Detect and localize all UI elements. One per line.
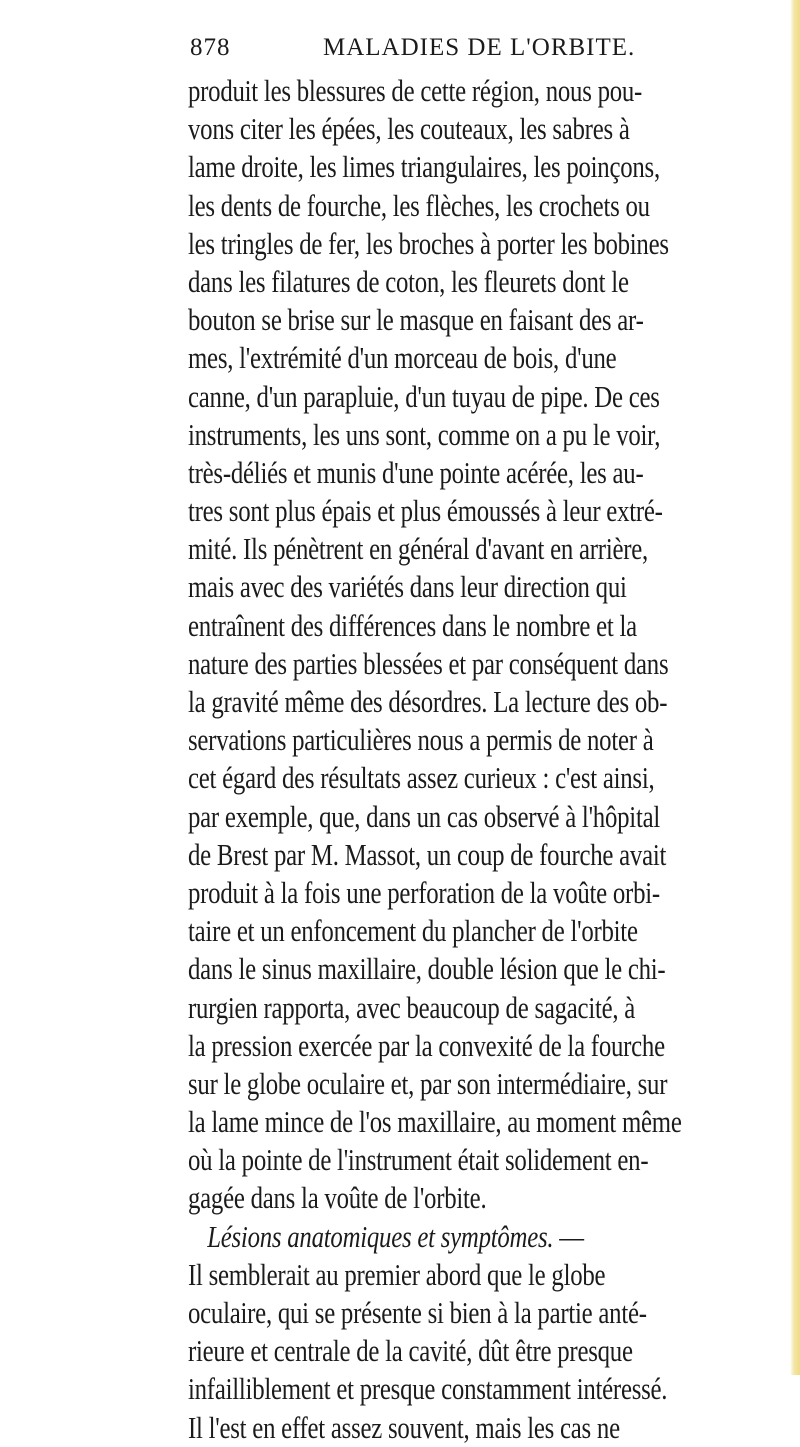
text-line: rurgien rapporta, avec beaucoup de sagacité, à <box>188 989 636 1025</box>
text-line: canne, d'un parapluie, d'un tuyau de pipe. De ces <box>188 378 660 414</box>
text-line: taire et un enfoncement du plancher de l'orbite <box>188 913 638 949</box>
text-line: tres sont plus épais et plus émoussés à leur extré- <box>188 493 663 529</box>
body-text <box>188 72 748 1447</box>
text-line: la lame mince de l'os maxillaire, au moment même <box>188 1104 682 1140</box>
text-line: oculaire, qui se présente si bien à la partie anté- <box>188 1295 647 1330</box>
text-line: les dents de fourche, les flèches, les crochets ou <box>188 187 650 223</box>
text-line: entraînent des différences dans le nombre et la <box>188 607 637 643</box>
text-line: la pression exercée par la convexité de la fourche <box>188 1027 665 1063</box>
running-title: MALADIES DE L'ORBITE. <box>323 34 636 61</box>
text-line: très-déliés et munis d'une pointe acérée, les au- <box>188 454 644 490</box>
text-line: dans les filatures de coton, les fleurets dont le <box>188 263 629 299</box>
text-line: Il semblerait au premier abord que le globe <box>188 1256 606 1292</box>
page-number: 878 <box>190 34 231 61</box>
text-line: mais avec des variétés dans leur direction qui <box>188 569 627 605</box>
text-line: bouton se brise sur le masque en faisant des ar- <box>188 302 644 338</box>
text-line: produit à la fois une perforation de la voûte orbi- <box>188 874 660 910</box>
text-line: instruments, les uns sont, comme on a pu le voir, <box>188 416 661 452</box>
text-line: où la pointe de l'instrument était solidement en- <box>188 1142 649 1178</box>
section-heading-line <box>188 1218 636 1256</box>
text-line: la gravité même des désordres. La lecture des ob- <box>188 684 668 719</box>
text-line: rieure et centrale de la cavité, dût être presque <box>188 1333 633 1369</box>
page-header <box>188 28 748 72</box>
text-line: servations particulières nous a permis de noter à <box>188 722 654 758</box>
section-heading: Lésions anatomiques et symptômes. <box>207 1218 554 1254</box>
book-page <box>188 28 748 1447</box>
text-line: lame droite, les limes triangulaires, les poinçons, <box>188 149 660 185</box>
page-edge <box>790 0 800 1375</box>
text-line: dans le sinus maxillaire, double lésion que le chi- <box>188 951 666 987</box>
text-line: infailliblement et presque constamment intéressé. <box>188 1371 668 1407</box>
text-line: sur le globe oculaire et, par son intermédiaire, sur <box>188 1065 668 1101</box>
text-line: par exemple, que, dans un cas observé à l'hôpital <box>188 798 661 834</box>
text-line: Il l'est en effet assez souvent, mais les cas ne <box>188 1409 620 1445</box>
text-line: produit les blessures de cette région, nous pou- <box>188 73 643 108</box>
text-line: mité. Ils pénètrent en général d'avant en arrière, <box>188 531 648 567</box>
text-line: cet égard des résultats assez curieux : c'est ainsi, <box>188 760 655 796</box>
text-line: vons citer les épées, les couteaux, les sabres à <box>188 111 630 147</box>
text-line: mes, l'extrémité d'un morceau de bois, d'une <box>188 340 617 376</box>
text-line: de Brest par M. Massot, un coup de fourche avait <box>188 836 667 872</box>
text-line: nature des parties blessées et par conséquent dans <box>188 645 669 681</box>
text-line: les tringles de fer, les broches à porter les bobines <box>188 225 669 261</box>
text-line: gagée dans la voûte de l'orbite. <box>188 1180 487 1216</box>
section-dash: — <box>553 1218 584 1254</box>
